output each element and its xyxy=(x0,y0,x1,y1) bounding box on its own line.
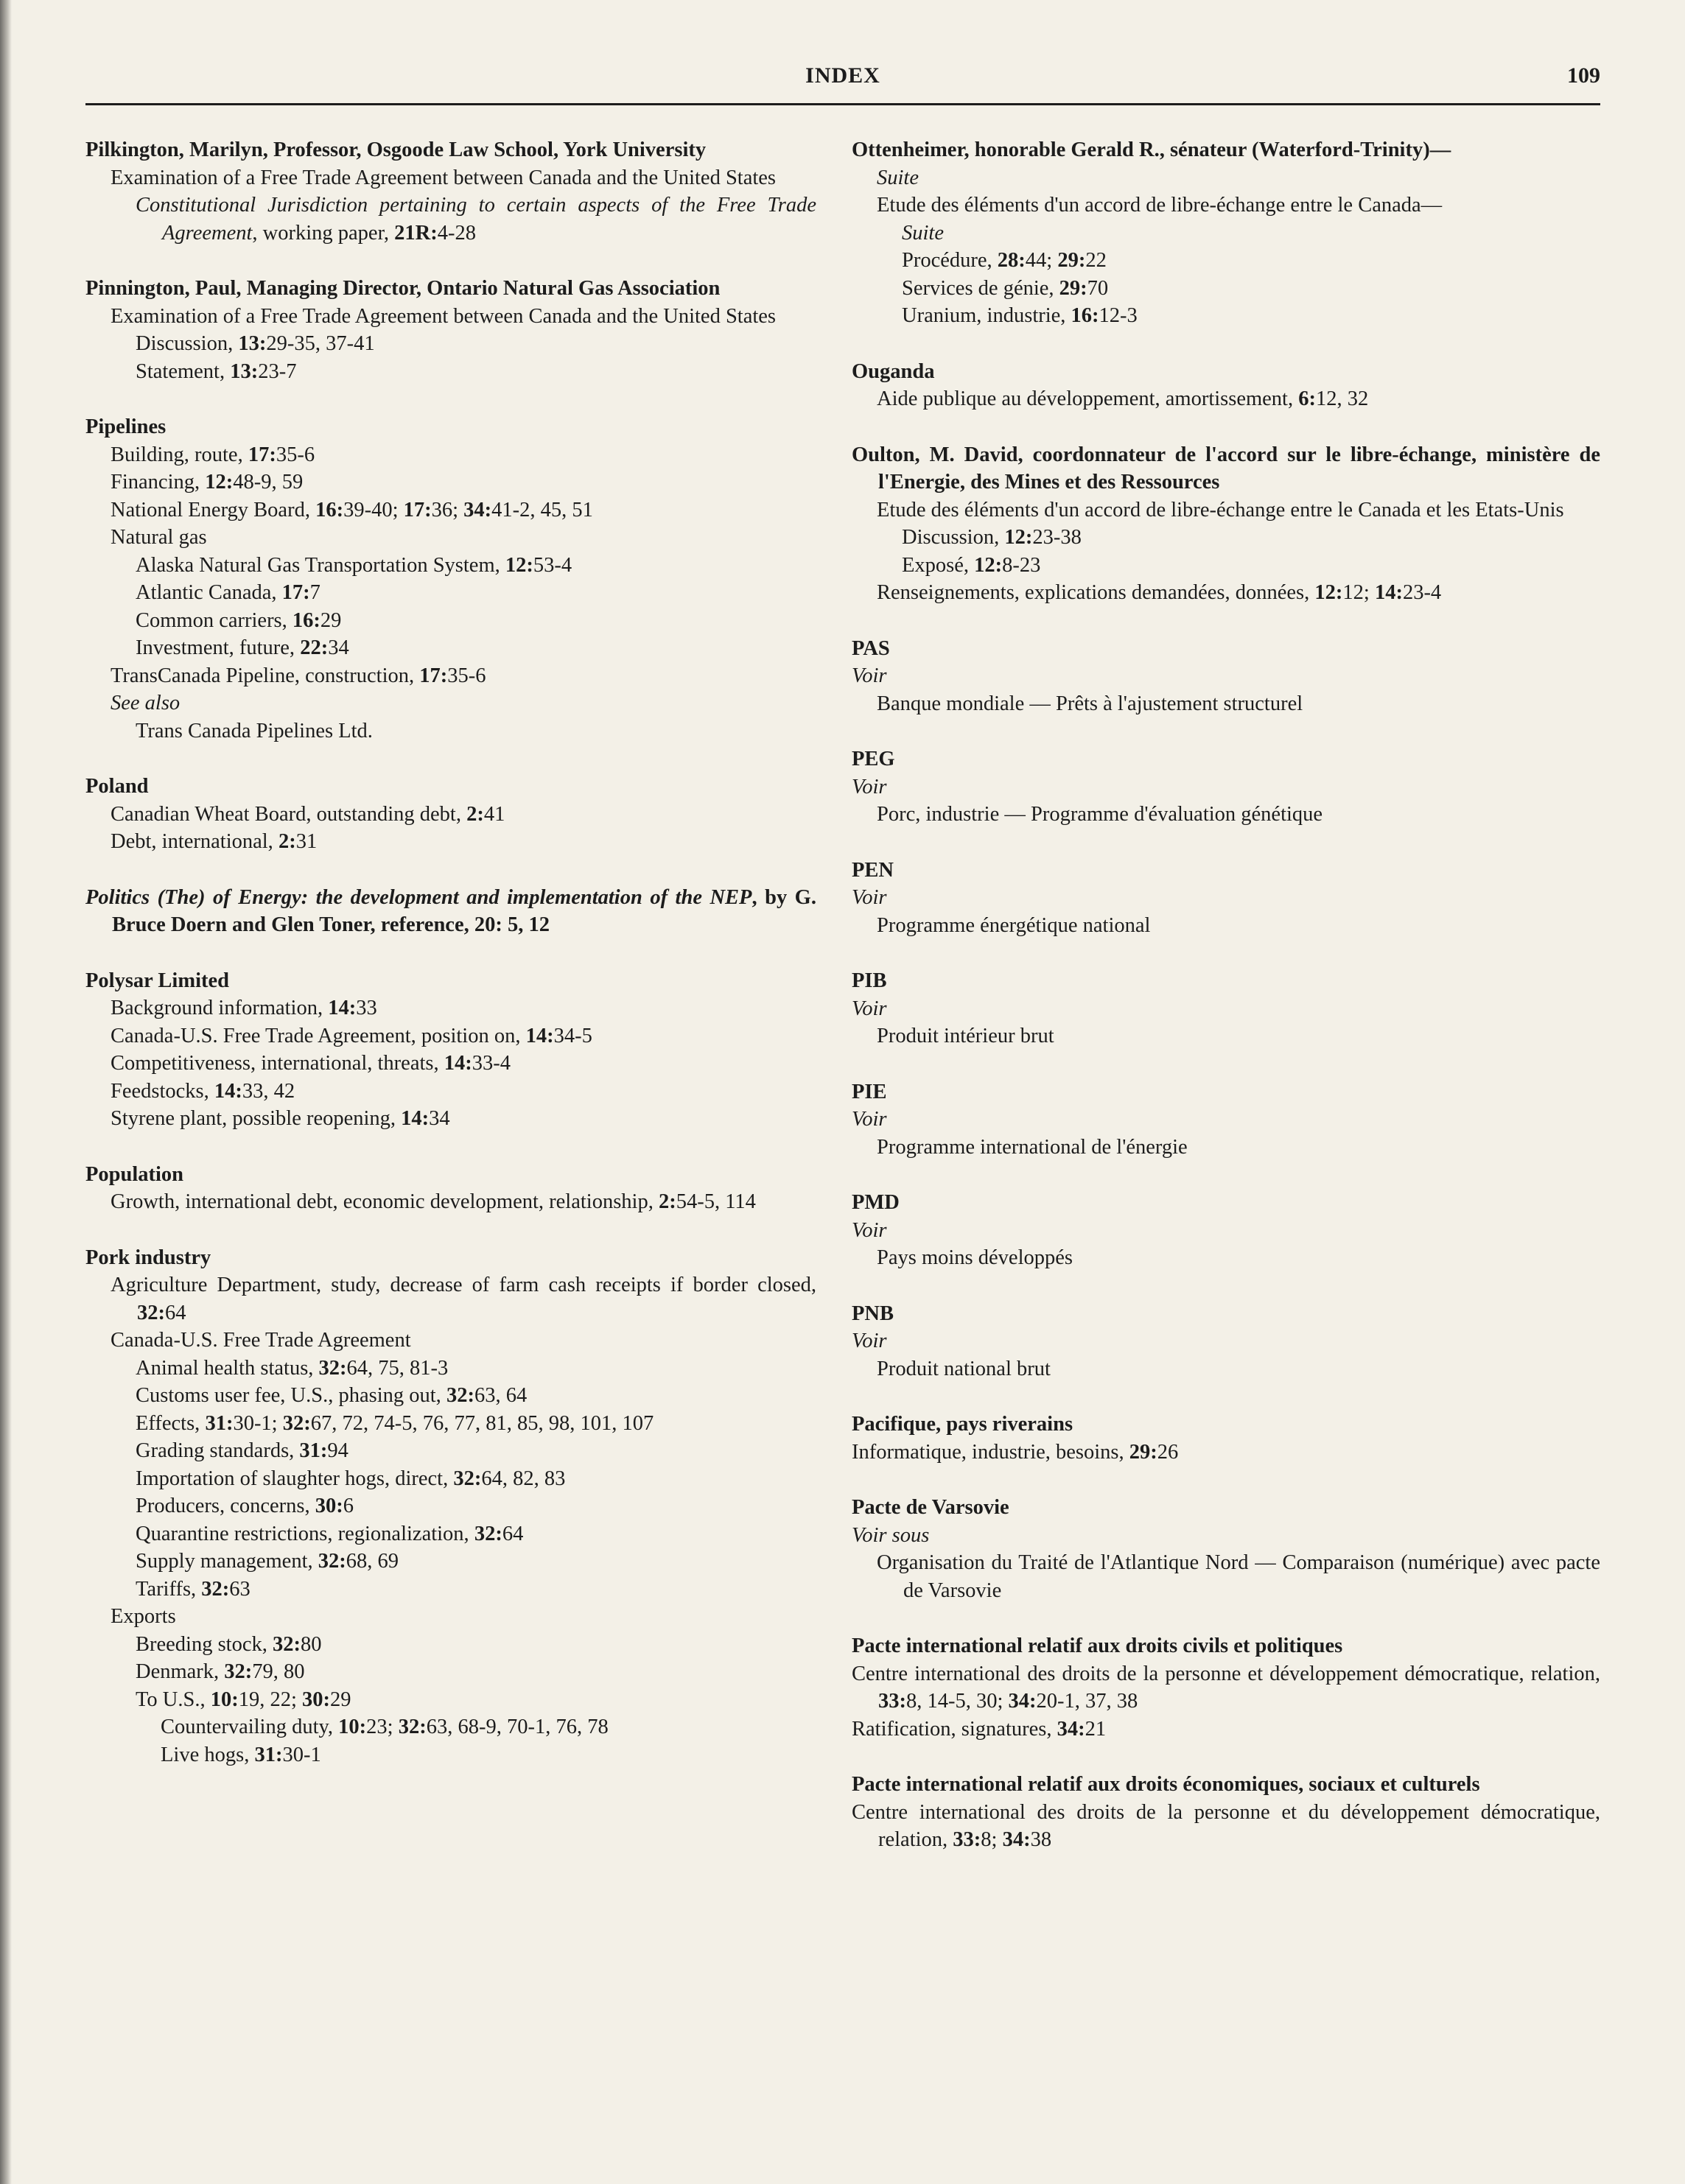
entry-text: Breeding stock, xyxy=(136,1632,273,1656)
index-entry xyxy=(85,884,816,939)
entry-reference: 33:8; 34:38 xyxy=(953,1828,1052,1851)
entry-text: Natural gas xyxy=(111,526,207,549)
entry-reference: 10:23; 32:63, 68-9, 70-1, 76, 78 xyxy=(338,1716,609,1738)
index-subentry xyxy=(852,773,1600,801)
index-subentry xyxy=(877,1022,1600,1050)
entry-reference: 31:30-1 xyxy=(254,1743,321,1766)
index-subentry xyxy=(111,662,816,690)
index-subentry xyxy=(136,607,816,635)
entry-text: Poland xyxy=(85,775,149,798)
index-subentry xyxy=(877,579,1600,607)
index-subentry xyxy=(161,1741,816,1769)
index-entry xyxy=(85,413,816,745)
entry-text: Growth, international debt, economic development, relationship, xyxy=(111,1190,659,1213)
index-entry xyxy=(852,441,1600,607)
entry-text: Statement, xyxy=(136,359,231,383)
entry-text: Canadian Wheat Board, outstanding debt, xyxy=(111,802,467,826)
entry-text: Voir xyxy=(852,1108,887,1131)
entry-text: Producers, concerns, xyxy=(136,1495,315,1517)
entry-text: PAS xyxy=(852,636,890,660)
entry-reference: 32:64 xyxy=(474,1522,524,1545)
index-subentry xyxy=(111,1271,816,1327)
entry-text: TransCanada Pipeline, construction, xyxy=(111,664,420,687)
index-entry xyxy=(852,745,1600,829)
entry-text: Programme international de l'énergie xyxy=(877,1135,1188,1159)
index-subentry xyxy=(852,1522,1600,1550)
index-subentry xyxy=(877,496,1600,524)
entry-reference: 2:54-5, 114 xyxy=(658,1190,756,1213)
index-subentry xyxy=(877,690,1600,718)
index-heading xyxy=(85,773,816,801)
entry-text: Quarantine restrictions, regionalization, xyxy=(136,1522,474,1545)
entry-reference: 32:80 xyxy=(273,1632,322,1656)
entry-text: Procédure, xyxy=(902,249,998,272)
index-subentry xyxy=(111,468,816,496)
entry-reference: 12:12; 14:23-4 xyxy=(1314,581,1442,604)
index-subentry xyxy=(161,1713,816,1741)
entry-text: Denmark, xyxy=(136,1660,225,1683)
entry-reference: 12:53-4 xyxy=(505,553,572,577)
entry-text: Discussion, xyxy=(136,332,239,355)
page-title: INDEX xyxy=(805,63,880,88)
index-subentry xyxy=(111,303,816,331)
entry-reference: 17:7 xyxy=(281,581,320,604)
index-subentry xyxy=(111,994,816,1022)
index-heading xyxy=(852,635,1600,663)
page-header xyxy=(85,59,1600,105)
index-subentry xyxy=(136,1355,816,1383)
entry-reference: , working paper, 21R:4-28 xyxy=(252,221,476,245)
entry-reference: 14:33, 42 xyxy=(214,1079,295,1103)
index-subentry xyxy=(852,662,1600,690)
entry-reference: 12:8-23 xyxy=(974,553,1041,577)
entry-text: Centre international des droits de la personne et développement démocratique, relation, xyxy=(852,1662,1600,1685)
index-heading xyxy=(85,1161,816,1189)
index-entry xyxy=(852,136,1600,330)
entry-text: Oulton, M. David, coordonnateur de l'accord sur le libre-échange, ministère de l'Energie, des Mines et des Ressources xyxy=(852,443,1600,494)
index-subentry xyxy=(852,1716,1600,1744)
entry-text: Pacifique, pays riverains xyxy=(852,1413,1073,1436)
entry-reference: 31:30-1; 32:67, 72, 74-5, 76, 77, 81, 85, 98, 101, 107 xyxy=(205,1411,654,1435)
entry-text: Common carriers, xyxy=(136,608,292,632)
page-number: 109 xyxy=(1567,63,1600,88)
entry-text: Canada-U.S. Free Trade Agreement, position on, xyxy=(111,1024,526,1047)
index-column-left xyxy=(85,136,816,1797)
index-subentry xyxy=(111,1603,816,1631)
index-subentry xyxy=(136,1686,816,1714)
index-subentry xyxy=(136,1631,816,1659)
entry-text: Importation of slaughter hogs, direct, xyxy=(136,1467,454,1490)
entry-text: Voir sous xyxy=(852,1523,930,1547)
entry-text: Atlantic Canada, xyxy=(136,581,282,604)
index-subentry xyxy=(111,801,816,829)
index-heading xyxy=(852,857,1600,885)
entry-text: Customs user fee, U.S., phasing out, xyxy=(136,1384,446,1407)
entry-text: Porc, industrie — Programme d'évaluation génétique xyxy=(877,803,1323,826)
entry-text: Building, route, xyxy=(111,443,248,466)
index-subentry xyxy=(136,192,816,247)
entry-text: To U.S., xyxy=(136,1688,211,1711)
entry-text: Pacte de Varsovie xyxy=(852,1496,1009,1519)
book-spine-shadow xyxy=(0,0,12,2184)
index-subentry xyxy=(852,1439,1600,1467)
entry-text: Supply management, xyxy=(136,1550,318,1573)
index-subentry xyxy=(852,1660,1600,1716)
index-heading xyxy=(85,884,816,939)
index-subentry xyxy=(852,1217,1600,1245)
entry-reference: 2:31 xyxy=(278,830,318,853)
entry-text: Voir xyxy=(852,997,887,1020)
index-subentry xyxy=(111,828,816,856)
index-entry xyxy=(852,1411,1600,1466)
entry-text: National Energy Board, xyxy=(111,498,316,522)
index-heading xyxy=(852,1632,1600,1660)
index-heading xyxy=(85,275,816,303)
entry-text: Pays moins développés xyxy=(877,1246,1073,1269)
entry-text: Uranium, industrie, xyxy=(902,304,1071,327)
entry-reference: 32:63, 64 xyxy=(446,1384,528,1407)
index-subentry xyxy=(902,552,1600,580)
entry-text: Ottenheimer, honorable Gerald R., sénateur (Waterford-Trinity)— xyxy=(852,138,1451,161)
entry-text: Pacte international relatif aux droits civils et politiques xyxy=(852,1635,1343,1657)
entry-text: PNB xyxy=(852,1302,894,1325)
index-subentry xyxy=(111,1327,816,1355)
entry-text: Produit national brut xyxy=(877,1357,1051,1380)
index-subentry xyxy=(136,1492,816,1520)
entry-reference: 14:33 xyxy=(328,997,377,1019)
entry-text: Voir xyxy=(852,775,887,798)
entry-reference: 22:34 xyxy=(300,636,349,659)
index-subentry xyxy=(136,358,816,386)
entry-text: Discussion, xyxy=(902,526,1005,549)
entry-text: Animal health status, xyxy=(136,1356,319,1380)
index-subentry xyxy=(136,579,816,607)
entry-reference: 32:63 xyxy=(201,1577,251,1601)
entry-text: Politics (The) of Energy: the development and implementation of the NEP xyxy=(85,885,752,909)
entry-text: Exposé, xyxy=(902,553,975,577)
index-heading xyxy=(852,1411,1600,1439)
index-subentry xyxy=(136,1382,816,1410)
index-entry xyxy=(852,1189,1600,1272)
entry-text: Etude des éléments d'un accord de libre-échange entre le Canada et les Etats-Unis xyxy=(877,498,1564,522)
index-subentry xyxy=(136,1548,816,1576)
index-subentry xyxy=(111,496,816,524)
entry-reference: 13:23-7 xyxy=(230,359,297,383)
entry-text: Examination of a Free Trade Agreement between Canada and the United States xyxy=(111,304,777,328)
entry-text: Tariffs, xyxy=(136,1577,202,1601)
entry-text: Effects, xyxy=(136,1411,206,1435)
entry-text: Pacte international relatif aux droits économiques, sociaux et culturels xyxy=(852,1773,1480,1796)
index-heading xyxy=(85,1244,816,1272)
entry-text: Pipelines xyxy=(85,415,167,438)
index-subentry xyxy=(136,634,816,662)
entry-reference: 29:26 xyxy=(1129,1440,1179,1464)
index-entry xyxy=(85,967,816,1133)
entry-reference: 12:48-9, 59 xyxy=(205,471,304,494)
entry-text: Feedstocks, xyxy=(111,1079,214,1103)
index-subentry xyxy=(877,1355,1600,1383)
index-heading xyxy=(852,1771,1600,1799)
index-entry xyxy=(85,773,816,856)
entry-text: Population xyxy=(85,1162,184,1186)
index-subentry xyxy=(902,302,1600,330)
entry-reference: 32:64, 82, 83 xyxy=(453,1467,566,1490)
entry-text: Agriculture Department, study, decrease of farm cash receipts if border closed, xyxy=(111,1274,816,1296)
entry-text: Informatique, industrie, besoins, xyxy=(852,1440,1129,1464)
index-subentry xyxy=(136,552,816,580)
entry-text: Programme énergétique national xyxy=(877,913,1151,937)
index-subentry xyxy=(111,1050,816,1078)
entry-text: PEN xyxy=(852,858,894,882)
entry-text: PIE xyxy=(852,1080,887,1103)
index-column-right xyxy=(852,136,1600,1882)
entry-text: Alaska Natural Gas Transportation System, xyxy=(136,553,505,577)
index-subentry xyxy=(902,275,1600,303)
entry-reference: 32:64, 75, 81-3 xyxy=(318,1356,449,1380)
index-subentry xyxy=(877,1244,1600,1272)
entry-text: Styrene plant, possible reopening, xyxy=(111,1107,402,1130)
entry-text: Voir xyxy=(852,664,887,687)
entry-text: Pilkington, Marilyn, Professor, Osgoode Law School, York University xyxy=(85,138,707,161)
index-entry xyxy=(85,1161,816,1216)
index-subentry xyxy=(111,441,816,469)
entry-text: Competitiveness, international, threats, xyxy=(111,1052,444,1075)
index-heading xyxy=(852,1189,1600,1217)
entry-reference: 14:34-5 xyxy=(525,1024,592,1047)
entry-reference: 16:29 xyxy=(292,608,342,632)
entry-text: Pork industry xyxy=(85,1246,211,1269)
entry-text: Voir xyxy=(852,1330,887,1352)
entry-text: Debt, international, xyxy=(111,830,279,853)
entry-text: Ratification, signatures, xyxy=(852,1717,1057,1741)
index-entry xyxy=(85,136,816,247)
index-heading xyxy=(852,967,1600,995)
entry-reference: 32:64 xyxy=(137,1301,186,1324)
entry-text: Centre international des droits de la personne et du développement démocratique, relation, xyxy=(852,1800,1600,1851)
entry-text: Voir xyxy=(852,1218,887,1242)
index-subentry xyxy=(136,1520,816,1548)
index-heading xyxy=(852,745,1600,773)
entry-text: Examination of a Free Trade Agreement between Canada and the United States xyxy=(111,166,777,189)
index-subentry xyxy=(902,524,1600,552)
index-heading xyxy=(85,413,816,441)
index-entry xyxy=(852,358,1600,413)
entry-text: Voir xyxy=(852,886,887,909)
index-heading xyxy=(852,1494,1600,1522)
index-subentry xyxy=(902,220,1600,247)
entry-text: Produit intérieur brut xyxy=(877,1025,1054,1047)
index-subentry xyxy=(136,1465,816,1493)
index-subentry xyxy=(136,1410,816,1438)
entry-text: Live hogs, xyxy=(161,1743,255,1766)
index-subentry xyxy=(852,884,1600,912)
entry-text: Exports xyxy=(111,1605,176,1628)
index-subentry xyxy=(136,1658,816,1686)
index-subentry xyxy=(111,1188,816,1216)
index-subentry xyxy=(902,247,1600,275)
index-subentry xyxy=(852,1799,1600,1854)
index-entry xyxy=(852,857,1600,940)
entry-text: Constitutional Jurisdiction pertaining to certain aspects of the Free Trade Agreement xyxy=(136,194,816,245)
entry-text: Trans Canada Pipelines Ltd. xyxy=(136,719,373,742)
index-subentry xyxy=(877,385,1600,413)
index-entry xyxy=(852,1494,1600,1604)
index-entry xyxy=(85,275,816,385)
entry-reference: , by G. Bruce Doern and Glen Toner, reference, 20: 5, 12 xyxy=(112,885,816,936)
index-entry xyxy=(852,1632,1600,1743)
index-subentry xyxy=(111,1105,816,1133)
entry-text: PIB xyxy=(852,969,887,992)
index-entry xyxy=(852,635,1600,718)
entry-text: Ouganda xyxy=(852,359,935,383)
index-subentry xyxy=(111,689,816,717)
index-heading xyxy=(852,136,1600,164)
entry-reference: 14:33-4 xyxy=(444,1052,511,1075)
entry-text: Suite xyxy=(902,221,944,245)
index-heading xyxy=(852,1300,1600,1328)
index-subentry xyxy=(136,330,816,358)
entry-text: Banque mondiale — Prêts à l'ajustement structurel xyxy=(877,692,1303,715)
entry-reference: 16:12-3 xyxy=(1071,304,1138,327)
entry-text: Polysar Limited xyxy=(85,969,230,992)
index-subentry xyxy=(136,1576,816,1604)
entry-text: Renseignements, explications demandées, données, xyxy=(877,581,1315,604)
index-subentry xyxy=(877,801,1600,829)
entry-reference: 10:19, 22; 30:29 xyxy=(210,1688,351,1711)
index-subentry xyxy=(136,1437,816,1465)
index-subentry xyxy=(852,995,1600,1023)
entry-reference: 16:39-40; 17:36; 34:41-2, 45, 51 xyxy=(315,498,593,522)
index-heading xyxy=(852,358,1600,386)
entry-reference: 6:12, 32 xyxy=(1298,387,1369,410)
entry-reference: 28:44; 29:22 xyxy=(997,249,1107,272)
entry-text: Investment, future, xyxy=(136,636,301,659)
entry-reference: 32:68, 69 xyxy=(318,1550,399,1573)
index-subentry xyxy=(877,1134,1600,1162)
entry-reference: 2:41 xyxy=(466,802,505,826)
entry-reference: 12:23-38 xyxy=(1004,526,1082,549)
entry-text: Canada-U.S. Free Trade Agreement xyxy=(111,1329,411,1352)
index-heading xyxy=(852,1078,1600,1106)
entry-text: Services de génie, xyxy=(902,276,1059,300)
entry-text: PEG xyxy=(852,748,895,770)
index-heading xyxy=(85,967,816,995)
entry-reference: 17:35-6 xyxy=(248,443,315,466)
index-entry xyxy=(852,1078,1600,1162)
entry-reference: 34:21 xyxy=(1057,1717,1107,1741)
entry-reference: 32:79, 80 xyxy=(224,1660,305,1683)
index-subentry xyxy=(877,192,1600,220)
index-subentry xyxy=(852,1106,1600,1134)
index-subentry xyxy=(877,164,1600,192)
index-subentry xyxy=(877,1549,1600,1604)
entry-text: PMD xyxy=(852,1191,900,1214)
index-entry xyxy=(852,1771,1600,1854)
entry-text: Pinnington, Paul, Managing Director, Ontario Natural Gas Association xyxy=(85,277,721,300)
entry-reference: 14:34 xyxy=(401,1107,450,1130)
entry-text: Grading standards, xyxy=(136,1439,300,1462)
index-subentry xyxy=(136,717,816,745)
index-subentry xyxy=(111,1078,816,1106)
index-subentry xyxy=(111,1022,816,1050)
index-heading xyxy=(85,136,816,164)
entry-reference: 17:35-6 xyxy=(419,664,486,687)
entry-text: Aide publique au développement, amortissement, xyxy=(877,387,1299,410)
entry-reference: 33:8, 14-5, 30; 34:20-1, 37, 38 xyxy=(878,1690,1138,1713)
index-heading xyxy=(852,441,1600,496)
index-subentry xyxy=(877,912,1600,940)
index-entry xyxy=(85,1244,816,1769)
index-subentry xyxy=(111,524,816,552)
entry-text: See also xyxy=(111,692,181,714)
entry-text: Background information, xyxy=(111,997,329,1019)
entry-reference: 30:6 xyxy=(315,1495,354,1517)
index-subentry xyxy=(111,164,816,192)
index-entry xyxy=(852,967,1600,1050)
entry-reference: 31:94 xyxy=(299,1439,348,1462)
entry-text: Etude des éléments d'un accord de libre-échange entre le Canada— xyxy=(877,194,1443,217)
entry-text: Countervailing duty, xyxy=(161,1716,339,1738)
entry-reference: 13:29-35, 37-41 xyxy=(238,332,375,355)
index-entry xyxy=(852,1300,1600,1383)
entry-text: Organisation du Traité de l'Atlantique Nord — Comparaison (numérique) avec pacte de Varsovie xyxy=(877,1551,1600,1602)
index-subentry xyxy=(852,1327,1600,1355)
entry-text: Suite xyxy=(877,166,919,189)
entry-reference: 29:70 xyxy=(1059,276,1109,300)
entry-text: Financing, xyxy=(111,471,206,494)
